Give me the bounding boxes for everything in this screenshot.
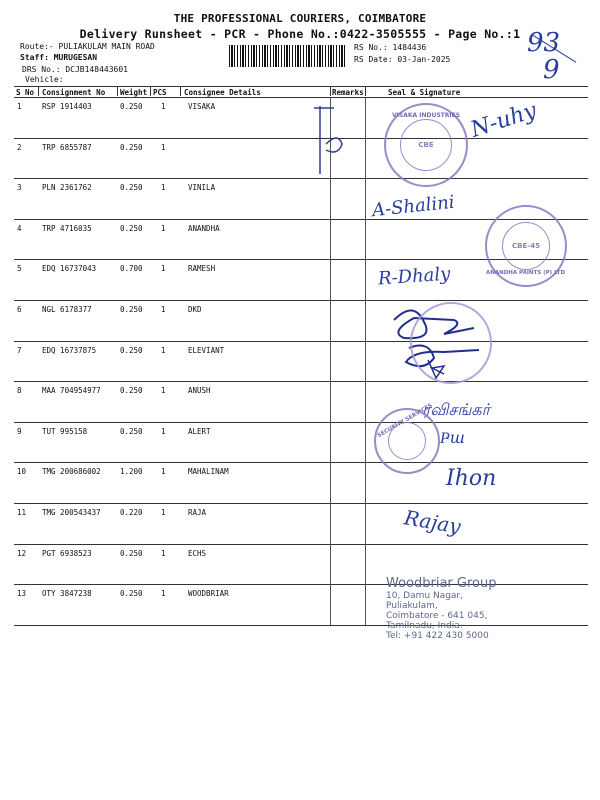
cell-pcs: 1 xyxy=(161,589,166,599)
cell-consignee: ANUSH xyxy=(188,386,211,396)
cell-weight: 1.200 xyxy=(120,467,143,477)
signature-3: A-Shalini xyxy=(371,191,456,222)
cell-pcs: 1 xyxy=(161,102,166,111)
cell-pcs: 1 xyxy=(161,345,166,355)
vehicle-label: Vehicle: xyxy=(25,75,64,84)
header-consignee: Consignee Details xyxy=(184,88,261,97)
col-divider-long xyxy=(365,97,366,625)
runsheet-title-company: THE PROFESSIONAL COURIERS, COIMBATORE xyxy=(173,12,427,25)
cell-consignment: TUT 995158 xyxy=(42,426,88,436)
staff-label: Staff: MURUGESAN xyxy=(20,53,98,62)
cell-consignment: OTY 3847238 xyxy=(42,589,92,599)
col-divider xyxy=(330,86,331,96)
header-sno: S No xyxy=(16,88,35,97)
cell-sno: 3 xyxy=(17,183,22,193)
cell-sno: 11 xyxy=(17,508,27,517)
cell-weight: 0.250 xyxy=(120,102,143,111)
cell-consignment: NGL 6178377 xyxy=(42,305,92,314)
visaka-stamp-text: VISAKA INDUSTRIES xyxy=(392,112,461,119)
handwritten-page-number-2: 9 xyxy=(543,55,560,85)
remarks-scribble xyxy=(312,104,346,176)
cell-pcs: 1 xyxy=(161,467,166,477)
cell-pcs: 1 xyxy=(161,508,166,517)
cell-consignment: PGT 6938523 xyxy=(42,548,92,558)
cell-weight: 0.250 xyxy=(120,426,143,436)
table-top-rule xyxy=(14,86,588,87)
cell-consignee: ELEVIANT xyxy=(188,345,225,355)
row-rule xyxy=(14,138,588,139)
rs-date: RS Date: 03-Jan-2025 xyxy=(354,55,451,64)
signature-10: Ihon xyxy=(446,466,497,491)
row-rule xyxy=(14,178,588,179)
anandha-stamp-text: ANANDHA PAINTS (P) LTD xyxy=(486,270,566,276)
drs-label: DRS No.: DCJB148443601 xyxy=(22,65,128,74)
cell-consignment: RSP 1914403 xyxy=(42,102,92,111)
runsheet-title: Delivery Runsheet - PCR - Phone No.:0422-3505555 - Page No.:1 xyxy=(79,27,521,41)
table-header-rule xyxy=(14,97,588,98)
cell-sno: 7 xyxy=(17,345,22,355)
row-rule xyxy=(14,503,588,504)
row-rule xyxy=(14,381,588,382)
cell-consignment: TMG 200686002 xyxy=(42,467,101,477)
row-rule xyxy=(14,462,588,463)
cell-weight: 0.250 xyxy=(120,142,143,152)
cell-consignee: VISAKA xyxy=(188,102,216,111)
cell-weight: 0.250 xyxy=(120,345,143,355)
col-divider xyxy=(180,86,181,96)
cell-consignee: ANANDHA xyxy=(188,223,220,233)
cell-sno: 6 xyxy=(17,305,22,314)
cell-consignee: RAJA xyxy=(188,508,207,517)
woodbriar-line6: Tel: +91 422 430 5000 xyxy=(386,631,489,641)
woodbriar-line2: 10, Damu Nagar, xyxy=(386,591,463,601)
header-weight: Weight xyxy=(120,88,148,97)
cell-consignment: TRP 4716035 xyxy=(42,223,92,233)
barcode xyxy=(229,45,347,67)
alert-stamp-text: SECURITY SERVICES xyxy=(376,402,434,440)
cell-weight: 0.220 xyxy=(120,508,143,517)
cell-weight: 0.250 xyxy=(120,183,143,193)
route-label: Route:- PULIAKULAM MAIN ROAD xyxy=(20,42,155,51)
signature-5: R-Dhaly xyxy=(377,263,451,290)
cell-consignment: TRP 6855787 xyxy=(42,142,92,152)
header-pcs: PCS xyxy=(153,88,167,97)
cell-consignment: TMG 200543437 xyxy=(42,508,101,517)
cell-weight: 0.250 xyxy=(120,589,143,599)
cell-sno: 13 xyxy=(17,589,27,599)
cell-pcs: 1 xyxy=(161,426,166,436)
col-divider xyxy=(365,86,366,96)
woodbriar-line5: Tamilnadu, India. xyxy=(386,621,463,631)
woodbriar-line4: Coimbatore - 641 045, xyxy=(386,611,488,621)
cell-sno: 10 xyxy=(17,467,27,477)
cell-consignee: ALERT xyxy=(188,426,211,436)
row-rule xyxy=(14,625,588,626)
cell-pcs: 1 xyxy=(161,142,166,152)
cell-consignee: DKD xyxy=(188,305,202,314)
row-rule xyxy=(14,544,588,545)
cell-sno: 8 xyxy=(17,386,22,396)
signature-1: N-uhy xyxy=(467,98,540,143)
cell-weight: 0.250 xyxy=(120,386,143,396)
signature-9: ரவிசங்கர் xyxy=(422,400,490,419)
cell-consignee: WOODBRIAR xyxy=(188,589,229,599)
signature-11: Rajay xyxy=(402,505,463,539)
cell-pcs: 1 xyxy=(161,264,166,274)
header-seal: Seal & Signature xyxy=(388,88,461,97)
cell-sno: 9 xyxy=(17,426,22,436)
row-rule xyxy=(14,341,588,342)
cell-consignee: MAHALINAM xyxy=(188,467,229,477)
woodbriar-line3: Puliakulam, xyxy=(386,601,438,611)
visaka-stamp-center: CBE xyxy=(418,141,434,149)
cell-consignee: VINILA xyxy=(188,183,216,193)
cell-pcs: 1 xyxy=(161,183,166,193)
col-divider xyxy=(38,86,39,96)
header-remarks: Remarks xyxy=(332,88,364,97)
cell-sno: 2 xyxy=(17,142,22,152)
cell-consignment: EDQ 16737875 xyxy=(42,345,97,355)
col-divider-long xyxy=(330,97,331,625)
cell-sno: 4 xyxy=(17,223,22,233)
row-rule xyxy=(14,300,588,301)
cell-pcs: 1 xyxy=(161,305,166,314)
cell-sno: 12 xyxy=(17,548,27,558)
col-divider xyxy=(150,86,151,96)
cell-consignment: MAA 704954977 xyxy=(42,386,101,396)
cell-consignee: RAMESH xyxy=(188,264,216,274)
cell-weight: 0.250 xyxy=(120,548,143,558)
cell-consignment: EDQ 16737043 xyxy=(42,264,97,274)
cell-weight: 0.250 xyxy=(120,223,143,233)
header-consignment: Consignment No xyxy=(42,88,106,97)
cell-pcs: 1 xyxy=(161,386,166,396)
row-rule xyxy=(14,422,588,423)
cell-consignee: ECHS xyxy=(188,548,207,558)
cell-pcs: 1 xyxy=(161,223,166,233)
row-rule xyxy=(14,584,588,585)
cell-weight: 0.700 xyxy=(120,264,143,274)
handwritten-page-number: 93 xyxy=(527,28,561,58)
col-divider xyxy=(117,86,118,96)
woodbriar-line1: Woodbriar Group xyxy=(386,576,497,591)
signature-9b: Ҏш xyxy=(440,428,465,447)
stamp-row6-7 xyxy=(410,302,492,384)
anandha-stamp-center: CBE-45 xyxy=(512,242,540,250)
cell-consignment: PLN 2361762 xyxy=(42,183,92,193)
cell-sno: 5 xyxy=(17,264,22,274)
cell-sno: 1 xyxy=(17,102,22,111)
cell-pcs: 1 xyxy=(161,548,166,558)
woodbriar-stamp xyxy=(386,576,496,641)
cell-weight: 0.250 xyxy=(120,305,143,314)
rs-no: RS No.: 1484436 xyxy=(354,43,427,52)
